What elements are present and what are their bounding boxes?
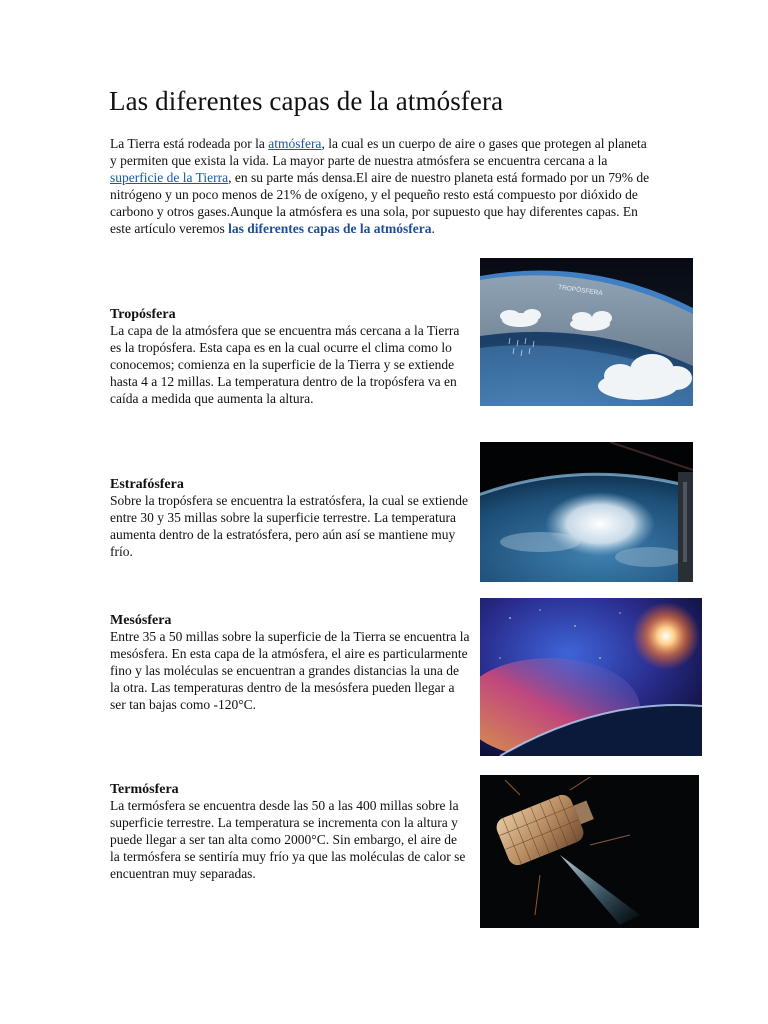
stratosphere-image (480, 442, 693, 582)
section-mesosfera (110, 612, 470, 714)
section-body: La termósfera se encuentra desde las 50 a las 400 millas sobre la superficie terrestre. La temperatura se incrementa con la altura y puede llegar a ser tan alta como 2000°C. Sin embargo, el aire de la termósfera se sentiría muy frío ya que las moléculas de calor se encuentran muy separadas. (110, 798, 466, 881)
troposphere-image (480, 258, 693, 406)
intro-text-1: La Tierra está rodeada por la (110, 136, 269, 151)
mesosphere-image (480, 598, 702, 756)
intro-text-3: , en su parte más densa.El aire de nuestro planeta está formado por un 79% de nitrógeno y un poco menos de 21% de oxígeno, y el pequeño resto está compuesto por dióxido de carbono y otros gases.Aunque la atmósfera es una sola, por supuesto que hay diferentes capas. En este artículo veremos (110, 169, 650, 236)
section-heading: Mesósfera (110, 613, 172, 628)
section-body: Sobre la tropósfera se encuentra la estratósfera, la cual se extiende entre 30 y 35 millas sobre la superficie terrestre. La temperatura aumenta dentro de la estratósfera, pero aún así se mantiene muy frío. (110, 493, 468, 559)
section-estratosfera (110, 476, 470, 561)
intro-text-4: . (431, 220, 435, 236)
section-termosfera (110, 781, 470, 883)
page-title: Las diferentes capas de la atmósfera (109, 86, 504, 116)
section-body: Entre 35 a 50 millas sobre la superficie de la Tierra se encuentra la mesósfera. En esta capa de la atmósfera, el aire es particularmente fino y las moléculas se encuentran a grandes distancias la una de la otra. Las temperaturas dentro de la mesósfera pueden llegar a ser tan bajas como -120°C. (110, 629, 470, 712)
intro-text-2: , la cual es un cuerpo de aire o gases que protegen al planeta y permiten que exista la vida. La mayor parte de nuestra atmósfera se encuentra cercana a la (110, 136, 647, 168)
section-body: La capa de la atmósfera que se encuentra más cercana a la Tierra es la tropósfera. Esta capa es en la cual ocurre el clima como lo conocemos; comienza en la superficie de la Tierra y se extiende hasta 4 a 12 millas. La temperatura dentro de la tropósfera va en caída a medida que aumenta la altura. (110, 323, 460, 406)
capas-highlight: las diferentes capas de la atmósfera (228, 220, 432, 236)
atmosfera-link[interactable]: atmósfera (268, 136, 322, 151)
superficie-tierra-link[interactable]: superficie de la Tierra (110, 169, 229, 185)
section-heading: Estrafósfera (110, 477, 184, 492)
section-heading: Tropósfera (110, 307, 176, 322)
intro-paragraph (110, 136, 655, 237)
troposphere-label: TROPÓSFERA (557, 283, 603, 298)
section-troposfera (110, 306, 470, 408)
section-heading: Termósfera (110, 782, 179, 797)
thermosphere-image (480, 775, 699, 928)
